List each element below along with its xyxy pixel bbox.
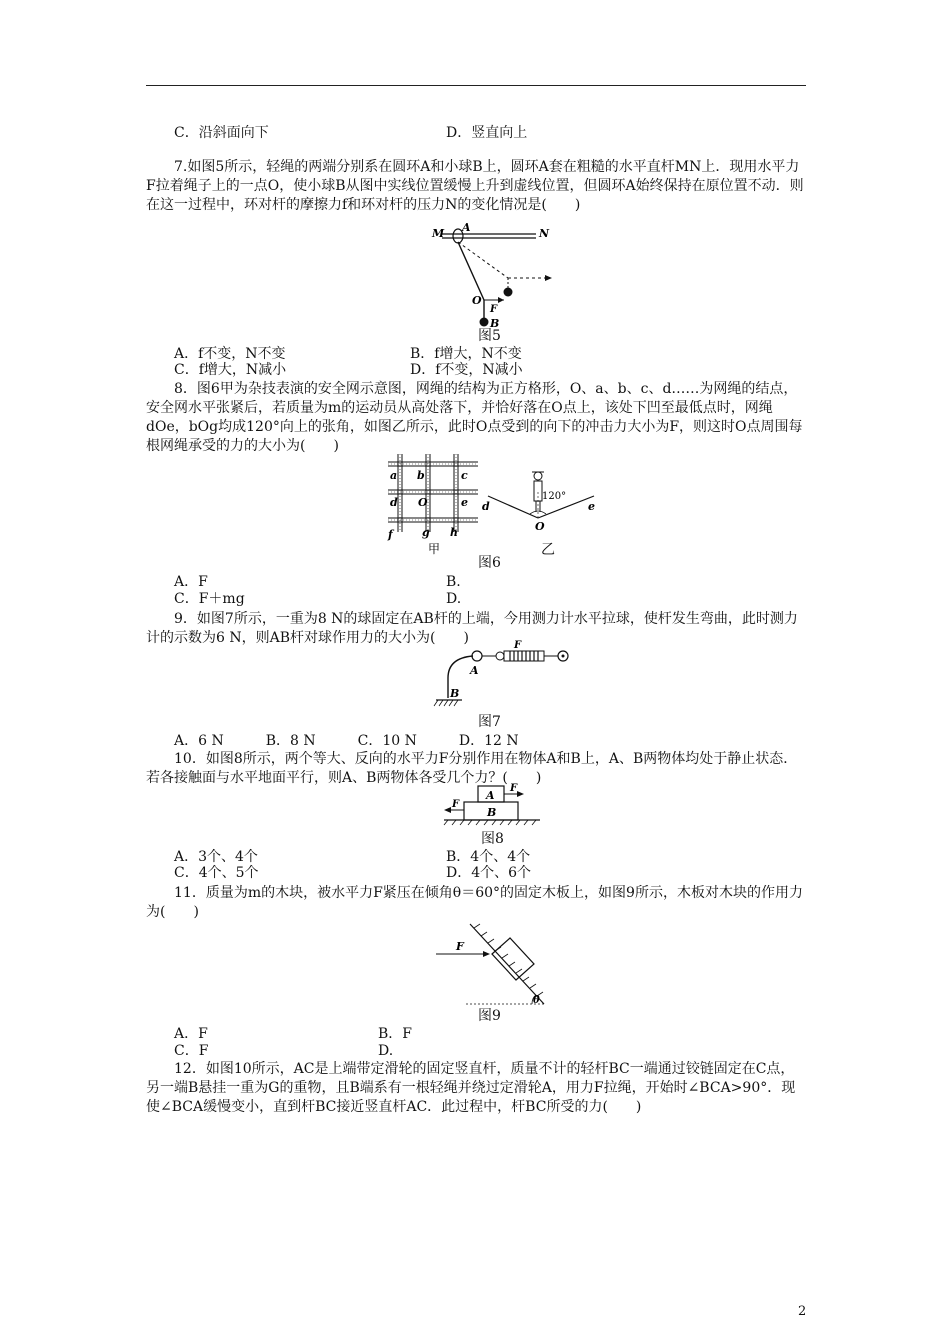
q8-label-f: f (388, 528, 393, 541)
q10-option-a: A．3个、4个 (174, 849, 258, 865)
q8-stem: 8．图6甲为杂技表演的安全网示意图，网绳的结构为正方格形，O、a、b、c、d……为网绳的结点，安全网水平张紧后，若质量为m的运动员从高处落下，并恰好落在O点上，该处下凹至最低点时，网绳dOe，bOg均成120°向上的张角，如图乙所示，此时O点受到的向下的冲击力大小为F，则这时O点周围每根网绳承受的力的大小为( ) (146, 381, 803, 454)
q7-label-b: B (490, 317, 500, 330)
q9-stem: 9．如图7所示，一重为8 N的球固定在AB杆的上端，今用测力计水平拉球，使杆发生弯曲，此时测力计的示数为6 N，则AB杆对球作用力的大小为( ) (146, 611, 798, 646)
header-rule (146, 85, 806, 86)
q7-option-c: C．f增大，N减小 (174, 362, 287, 378)
q8-label-a: a (390, 469, 398, 482)
q6-option-c: C．沿斜面向下 (174, 125, 269, 141)
q10-figure-caption: 图8 (481, 831, 504, 847)
q8-sub-right: 乙 (541, 542, 555, 558)
q10-label-b: B (487, 806, 497, 819)
q11-figure (432, 918, 554, 1010)
q8-figure (380, 450, 610, 560)
page-number: 2 (798, 1304, 807, 1319)
q10-figure (440, 782, 548, 828)
q11-option-b: B．F (378, 1026, 413, 1042)
q8-label-d: d (390, 496, 398, 509)
q11-option-d: D. (378, 1043, 394, 1059)
q8-option-a: A．F (174, 574, 208, 590)
q8-sub-left: 甲 (428, 542, 441, 556)
q6-option-d: D．竖直向上 (446, 125, 528, 141)
q7-option-a: A．f不变，N不变 (174, 346, 286, 362)
q8-label-o2: O (535, 520, 545, 533)
q8-label-g: g (422, 526, 430, 539)
q7-label-o: O (472, 294, 482, 307)
q7-label-f: F (490, 304, 498, 315)
q9-label-f: F (514, 640, 522, 651)
q8-label-b: b (417, 469, 425, 482)
q8-label-e2: e (588, 500, 595, 513)
q8-label-h: h (450, 526, 458, 539)
q8-label-angle: 120° (542, 491, 567, 502)
q7-option-d: D．f不变，N减小 (410, 362, 523, 378)
q11-option-c: C．F (174, 1043, 209, 1059)
q7-stem: 7.如图5所示，轻绳的两端分别系在圆环A和小球B上，圆环A套在粗糙的水平直杆MN上．现用水平力F拉着绳子上的一点O，使小球B从图中实线位置缓慢上升到虚线位置，但圆环A始终保持在原位置不动．则在这一过程中，环对杆的摩擦力f和环对杆的压力N的变化情况是( ) (146, 159, 804, 213)
q8-figure-caption: 图6 (478, 555, 501, 571)
q9-figure-caption: 图7 (478, 714, 501, 730)
q7-figure (428, 220, 558, 328)
q7-label-m: M (432, 227, 445, 240)
q10-label-f-bottom: F (452, 799, 460, 810)
q7-label-n: N (539, 227, 550, 240)
q9-label-a: A (470, 664, 479, 677)
q8-option-c: C．F＋mg (174, 591, 245, 607)
q11-figure-caption: 图9 (478, 1008, 501, 1024)
q7-option-b: B．f增大，N不变 (410, 346, 522, 362)
q8-label-c: c (461, 469, 468, 482)
q10-label-f-top: F (510, 783, 518, 794)
q11-stem: 11．质量为m的木块，被水平力F紧压在倾角θ＝60°的固定木板上，如图9所示，木板对木块的作用力为( ) (146, 885, 803, 920)
q9-label-b: B (450, 687, 460, 700)
q8-option-b: B. (446, 574, 461, 590)
q9-options: A．6 N B．8 N C．10 N D．12 N (174, 733, 519, 749)
q12-stem: 12．如图10所示，AC是上端带定滑轮的固定竖直杆，质量不计的轻杆BC一端通过铰链固定在C点，另一端B悬挂一重为G的重物，且B端系有一根轻绳并绕过定滑轮A，用力F拉绳，开始时∠BCA>90°．现使∠BCA缓慢变小，直到杆BC接近竖直杆AC．此过程中，杆BC所受的力( ) (146, 1061, 796, 1115)
q7-figure-caption: 图5 (478, 328, 501, 344)
q8-label-o: O (418, 496, 428, 509)
q8-label-e: e (461, 496, 468, 509)
q10-option-b: B．4个、4个 (446, 849, 531, 865)
q11-label-f: F (456, 940, 464, 953)
q8-label-d2: d (482, 500, 490, 513)
q10-option-c: C．4个、5个 (174, 865, 259, 881)
q10-label-a: A (486, 789, 495, 802)
q8-option-d: D. (446, 591, 462, 607)
q7-label-a: A (462, 221, 471, 234)
q11-label-theta: θ (533, 995, 540, 1006)
q10-option-d: D．4个、6个 (446, 865, 532, 881)
q10-stem: 10．如图8所示，两个等大、反向的水平力F分别作用在物体A和B上，A、B两物体均处于静止状态．若各接触面与水平地面平行，则A、B两物体各受几个力？( ) (146, 751, 798, 786)
q11-option-a: A．F (174, 1026, 208, 1042)
q9-figure (428, 638, 588, 710)
